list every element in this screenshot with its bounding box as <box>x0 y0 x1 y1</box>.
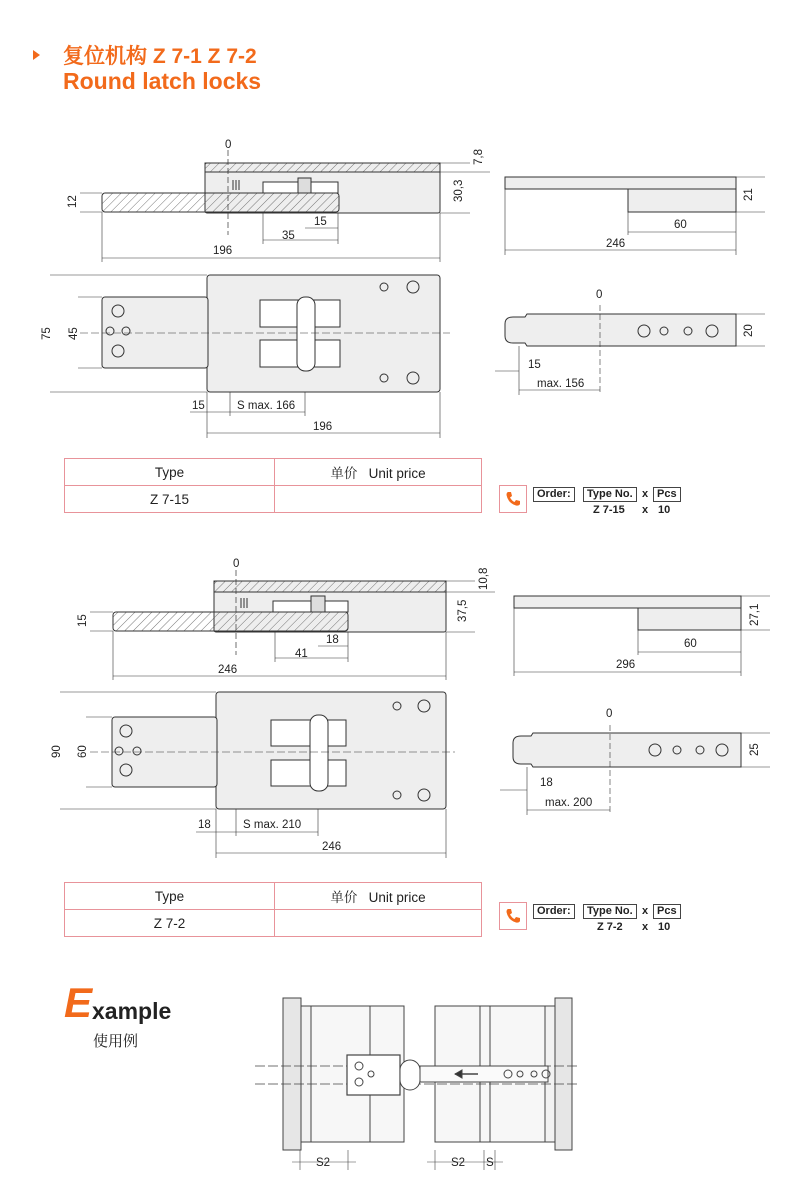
dim-15: 15 <box>314 216 327 228</box>
dim-41: 41 <box>295 648 308 660</box>
technical-drawing-z7-15 <box>0 130 800 440</box>
type-no-label: Type No. <box>583 904 637 919</box>
dim-15-r: 15 <box>528 359 541 371</box>
order-times: x <box>642 921 649 933</box>
dim-s2-right: S2 <box>451 1157 466 1169</box>
price-header: 单价 Unit price <box>275 883 482 910</box>
technical-drawing-z7-2 <box>0 555 800 870</box>
order-label: Order: <box>533 487 575 502</box>
dim-18-top: 18 <box>198 819 211 831</box>
dim-196-top: 196 <box>313 421 333 433</box>
dim-246: 246 <box>606 238 626 250</box>
price-cell <box>275 910 482 937</box>
dim-75: 75 <box>41 327 53 340</box>
type-header: Type <box>65 459 275 486</box>
dim-12: 12 <box>67 195 79 208</box>
example-heading-cn: 使用例 <box>93 1033 139 1050</box>
pcs-label: Pcs <box>653 904 681 919</box>
dim-zero: 0 <box>225 139 232 151</box>
dim-zero: 0 <box>233 558 240 570</box>
dim-196: 196 <box>213 245 233 257</box>
dim-35: 35 <box>282 230 295 242</box>
example-drawing <box>0 990 800 1178</box>
dim-s: S <box>486 1157 494 1169</box>
dim-60: 60 <box>684 638 697 650</box>
page-title: 复位机构 Z 7-1 Z 7-2 <box>63 45 257 68</box>
dim-s2-left: S2 <box>316 1157 331 1169</box>
order-pcs: 10 <box>658 504 671 516</box>
type-cell: Z 7-15 <box>65 486 275 513</box>
dim-30-3: 30,3 <box>453 179 465 202</box>
pcs-label: Pcs <box>653 487 681 502</box>
times-sign: x <box>642 488 649 500</box>
header-arrow-icon <box>33 50 40 60</box>
dim-zero-r: 0 <box>596 289 603 301</box>
dim-27-1: 27,1 <box>749 603 761 626</box>
dim-15: 15 <box>77 614 89 627</box>
type-header: Type <box>65 883 275 910</box>
phone-order-icon <box>499 902 527 930</box>
dim-20: 20 <box>743 324 755 337</box>
dim-296: 296 <box>616 659 636 671</box>
dim-s-max: S max. 210 <box>243 819 302 831</box>
dim-60-top: 60 <box>77 745 89 758</box>
order-info-z7-2 <box>499 902 719 938</box>
price-cell <box>275 486 482 513</box>
example-heading: xample <box>92 998 172 1024</box>
dim-60: 60 <box>674 219 687 231</box>
dim-max-156: max. 156 <box>537 378 585 390</box>
order-label: Order: <box>533 904 575 919</box>
order-info-z7-15 <box>499 485 719 521</box>
type-cell: Z 7-2 <box>65 910 275 937</box>
phone-order-icon <box>499 485 527 513</box>
times-sign: x <box>642 905 649 917</box>
order-type-no: Z 7-2 <box>597 921 623 933</box>
order-times: x <box>642 504 649 516</box>
price-table-z7-15 <box>64 458 482 513</box>
price-header: 单价 Unit price <box>275 459 482 486</box>
dim-18-r: 18 <box>540 777 553 789</box>
dim-15-top: 15 <box>192 400 205 412</box>
dim-7-8: 7,8 <box>473 149 485 165</box>
dim-90: 90 <box>51 745 63 758</box>
price-table-z7-2 <box>64 882 482 937</box>
dim-37-5: 37,5 <box>457 599 469 622</box>
dim-246-top: 246 <box>322 841 342 853</box>
type-no-label: Type No. <box>583 487 637 502</box>
dim-10-8: 10,8 <box>478 567 490 590</box>
dim-zero-r: 0 <box>606 708 613 720</box>
example-initial: E <box>64 979 93 1026</box>
dim-18: 18 <box>326 634 339 646</box>
order-pcs: 10 <box>658 921 671 933</box>
dim-s-max: S max. 166 <box>237 400 296 412</box>
page-subtitle: Round latch locks <box>63 68 262 94</box>
dim-25: 25 <box>749 743 761 756</box>
dim-21: 21 <box>743 188 755 201</box>
dim-max-200: max. 200 <box>545 797 593 809</box>
order-type-no: Z 7-15 <box>593 504 625 516</box>
dim-45: 45 <box>68 327 80 340</box>
dim-246: 246 <box>218 664 238 676</box>
